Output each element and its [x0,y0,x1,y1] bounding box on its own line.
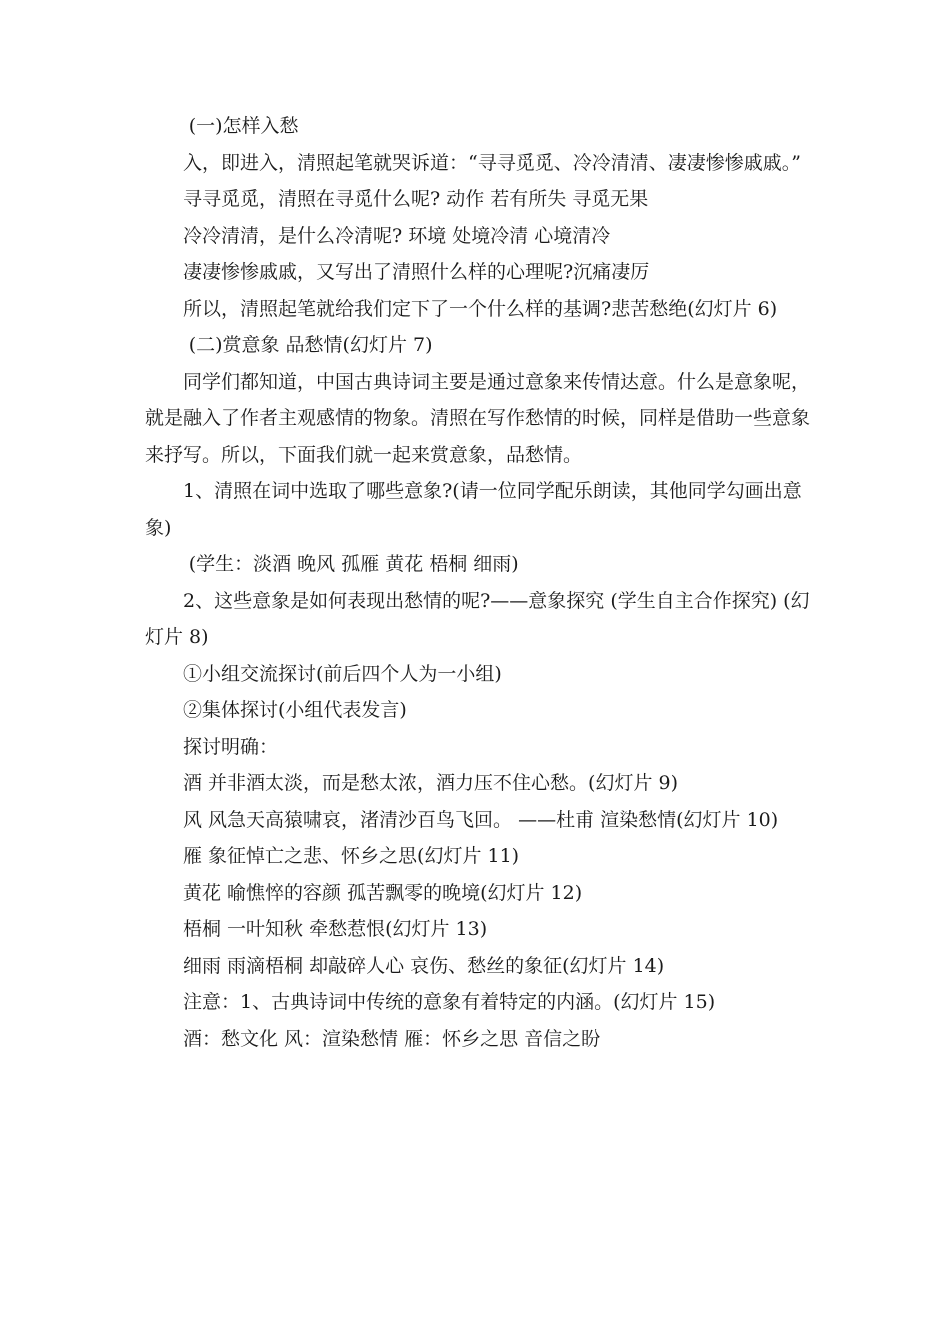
paragraph: 冷冷清清，是什么冷清呢? 环境 处境冷清 心境清冷 [183,224,611,247]
paragraph: (学生：淡酒 晚风 孤雁 黄花 梧桐 细雨) [188,553,519,575]
paragraph: 同学们都知道，中国古典诗词主要是通过意象来传情达意。什么是意象呢，就是融入了作者主观感情的物象。清照在写作愁情的时候，同样是借助一些意象来抒写。所以，下面我们就一起来赏意象，品愁情。 [145,370,811,466]
paragraph: 2、这些意象是如何表现出愁情的呢?——意象探究 (学生自主合作探究) (幻灯片 8) [145,589,810,648]
paragraph: 1、清照在词中选取了哪些意象?(请一位同学配乐朗读，其他同学勾画出意象) [145,480,802,539]
paragraph: 梧桐 一叶知秋 牵愁惹恨(幻灯片 13) [183,918,488,940]
paragraph: ①小组交流探讨(前后四个人为一小组) [183,662,502,685]
paragraph: 凄凄惨惨戚戚，又写出了清照什么样的心理呢?沉痛凄厉 [183,261,650,283]
paragraph: ②集体探讨(小组代表发言) [183,699,407,721]
paragraph: 寻寻觅觅，清照在寻觅什么呢? 动作 若有所失 寻觅无果 [183,188,649,210]
paragraph: 细雨 雨滴梧桐 却敲碎人心 哀伤、愁丝的象征(幻灯片 14) [183,954,665,977]
heading-section-1: (一)怎样入愁 [188,115,299,137]
paragraph: 雁 象征悼亡之悲、怀乡之思(幻灯片 11) [183,845,520,867]
paragraph: 黄花 喻憔悴的容颜 孤苦飘零的晚境(幻灯片 12) [183,881,583,904]
paragraph: 探讨明确： [183,735,279,758]
paragraph: 酒 并非酒太淡，而是愁太浓，酒力压不住心愁。(幻灯片 9) [183,772,678,794]
paragraph: 入，即进入，清照起笔就哭诉道：“寻寻觅觅、冷冷清清、凄凄惨惨戚戚。” [183,151,801,174]
paragraph: 酒：愁文化 风：渲染愁情 雁：怀乡之思 音信之盼 [183,1027,601,1050]
document-body [145,108,815,1057]
paragraph: 风 风急天高猿啸哀，渚清沙百鸟飞回。 ——杜甫 渲染愁情(幻灯片 10) [183,808,779,831]
heading-section-2: (二)赏意象 品愁情(幻灯片 7) [188,334,433,356]
paragraph: 所以，清照起笔就给我们定下了一个什么样的基调?悲苦愁绝(幻灯片 6) [183,297,778,320]
paragraph: 注意：1、古典诗词中传统的意象有着特定的内涵。(幻灯片 15) [183,991,716,1013]
